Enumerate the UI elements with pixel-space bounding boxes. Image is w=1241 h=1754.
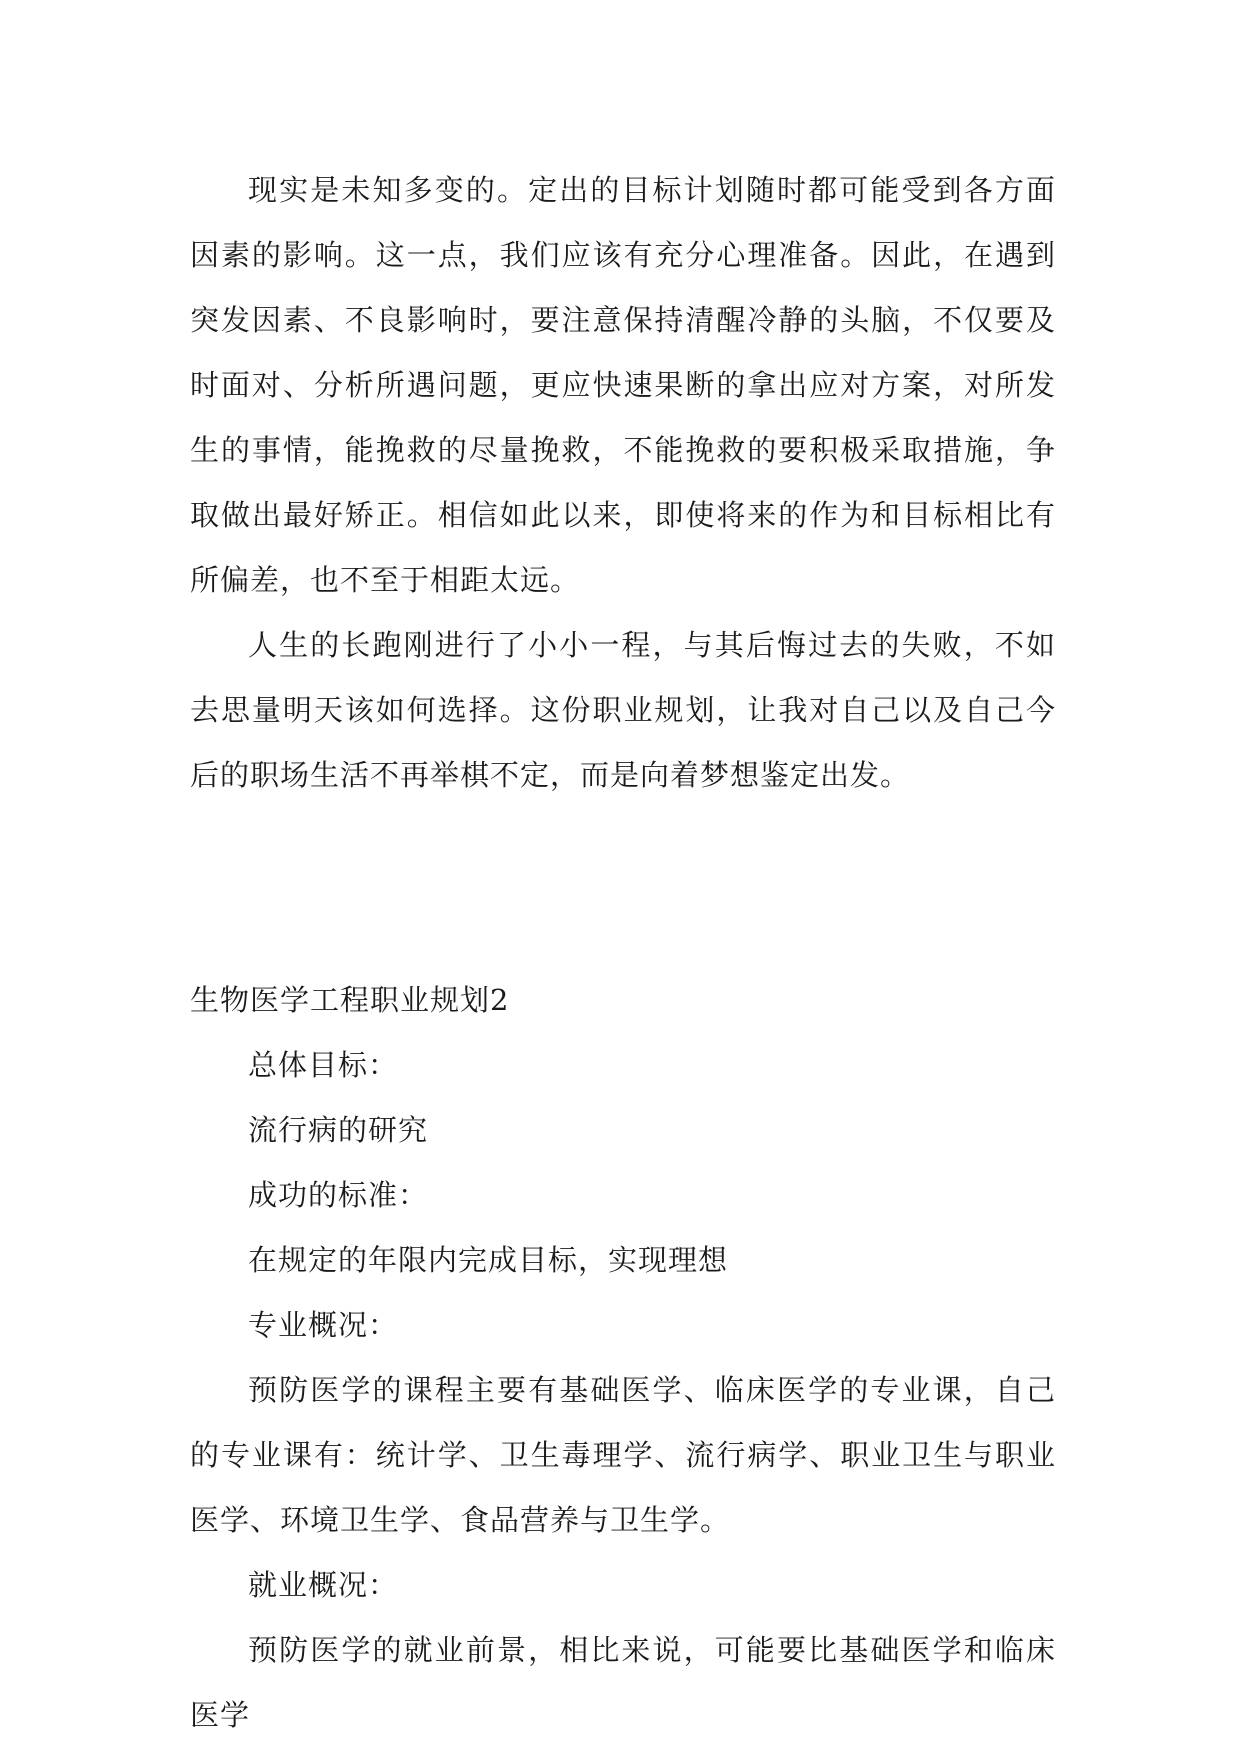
section-title: 生物医学工程职业规划2 [190,983,510,1017]
label-paragraph: 成功的标准： [248,1178,429,1212]
label-paragraph: 就业概况： [248,1568,399,1602]
label-paragraph: 专业概况： [248,1308,399,1342]
body-paragraph: 预防医学的就业前景，相比来说，可能要比基础医学和临床医学 [190,1633,1056,1732]
label-paragraph: 总体目标： [248,1048,399,1082]
body-paragraph: 流行病的研究 [248,1113,429,1147]
document-body [190,158,1056,1748]
body-paragraph: 预防医学的课程主要有基础医学、临床医学的专业课，自己的专业课有：统计学、卫生毒理学、流行病学、职业卫生与职业医学、环境卫生学、食品营养与卫生学。 [190,1373,1056,1537]
body-paragraph: 在规定的年限内完成目标，实现理想 [248,1243,729,1277]
body-paragraph: 现实是未知多变的。定出的目标计划随时都可能受到各方面因素的影响。这一点，我们应该有充分心理准备。因此，在遇到突发因素、不良影响时，要注意保持清醒冷静的头脑，不仅要及时面对、分析所遇问题，更应快速果断的拿出应对方案，对所发生的事情，能挽救的尽量挽救，不能挽救的要积极采取措施，争取做出最好矫正。相信如此以来，即使将来的作为和目标相比有所偏差，也不至于相距太远。 [190,173,1056,597]
body-paragraph: 人生的长跑刚进行了小小一程，与其后悔过去的失败，不如去思量明天该如何选择。这份职业规划，让我对自己以及自己今后的职场生活不再举棋不定，而是向着梦想鉴定出发。 [190,628,1056,792]
